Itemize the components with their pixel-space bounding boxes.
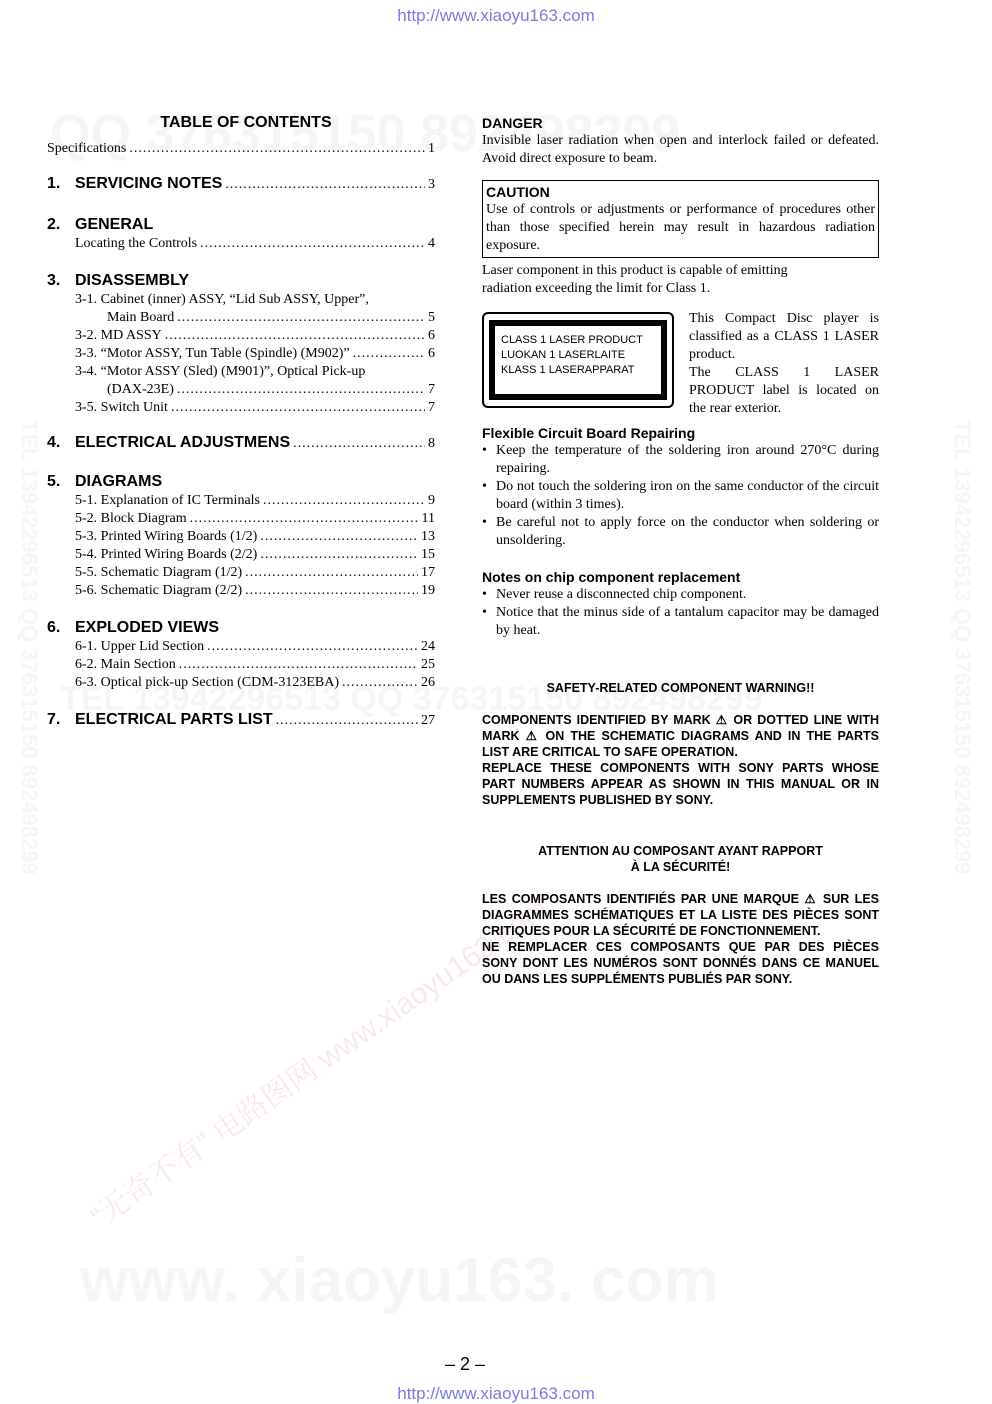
safety-warning-fr-title-1: ATTENTION AU COMPOSANT AYANT RAPPORT xyxy=(538,844,823,858)
toc-section-title: SERVICING NOTES xyxy=(75,175,223,192)
toc-leader xyxy=(177,309,425,327)
danger-text: Invisible laser radiation when open and interlock failed or defeated. Avoid direct exposure to beam. xyxy=(482,133,879,166)
flex-title: Flexible Circuit Board Repairing xyxy=(482,425,696,441)
toc-item-label: 5-6. Schematic Diagram (2/2) xyxy=(75,583,243,598)
bullet-mark: • xyxy=(482,443,487,458)
toc-row xyxy=(47,309,435,327)
toc-section-title: ELECTRICAL ADJUSTMENS xyxy=(75,434,291,451)
laser-description xyxy=(689,310,879,418)
toc-item-label: 5-3. Printed Wiring Boards (1/2) xyxy=(75,529,258,544)
safety-warning-body-1: COMPONENTS IDENTIFIED BY MARK ⚠ OR DOTTED LINE WITH MARK ⚠ ON THE SCHEMATIC DIAGRAMS AND IN THE PARTS LIST ARE CRITICAL TO SAFE OPERATION. xyxy=(482,713,879,759)
toc-row xyxy=(47,656,435,674)
watermark-url-bottom[interactable]: http://www.xiaoyu163.com xyxy=(397,1384,595,1403)
toc-leader xyxy=(260,528,418,546)
toc-leader xyxy=(190,510,419,528)
toc-item-label: 6-2. Main Section xyxy=(75,657,176,672)
bullet-mark: • xyxy=(482,587,487,602)
watermark-url-top[interactable]: http://www.xiaoyu163.com xyxy=(397,6,595,25)
toc-item-label: 5-5. Schematic Diagram (1/2) xyxy=(75,565,243,580)
toc-row xyxy=(47,582,435,600)
toc-leader xyxy=(260,546,418,564)
bullet-mark: • xyxy=(482,515,487,530)
safety-notes-column xyxy=(482,114,879,987)
toc-section-4 xyxy=(47,433,435,454)
toc-section-heading xyxy=(47,472,435,492)
toc-item-page: 19 xyxy=(421,583,435,598)
safety-warning-fr-title-2: À LA SÉCURITÉ! xyxy=(630,860,731,874)
toc-row xyxy=(47,399,435,417)
toc-item-label: 6-3. Optical pick-up Section (CDM-3123EBA) xyxy=(75,675,340,690)
toc-item-label: Specifications xyxy=(47,141,127,156)
toc-title: TABLE OF CONTENTS xyxy=(160,114,332,131)
laser-label-inner xyxy=(489,320,667,400)
watermark-diagonal: “无奇不有” 电路图网 www.xiaoyu163.com xyxy=(85,891,555,1235)
toc-row xyxy=(47,564,435,582)
laser-description-p1: This Compact Disc player is classified as a CLASS 1 LASER product. xyxy=(689,311,879,362)
toc-section-5 xyxy=(47,472,435,600)
toc-section-title: ELECTRICAL PARTS LIST xyxy=(75,711,273,728)
toc-row xyxy=(47,291,435,309)
toc-leader xyxy=(245,582,418,600)
list-item-text: Be careful not to apply force on the conductor when soldering or unsoldering. xyxy=(496,515,879,548)
toc-item-page: 4 xyxy=(428,236,435,251)
toc-item-page: 7 xyxy=(428,382,435,397)
toc-section-heading xyxy=(47,618,435,638)
toc-section-heading xyxy=(47,710,435,731)
toc-row xyxy=(47,674,435,692)
toc-item-label: 5-1. Explanation of IC Terminals xyxy=(75,493,261,508)
toc-section-heading xyxy=(47,215,435,235)
toc-item-page: 25 xyxy=(421,657,435,672)
list-item-text: Notice that the minus side of a tantalum capacitor may be damaged by heat. xyxy=(496,605,879,638)
toc-item-label: 3-2. MD ASSY xyxy=(75,328,162,343)
laser-note: Laser component in this product is capable of emitting radiation exceeding the limit for Class 1. xyxy=(482,263,788,296)
safety-warning-body-2: REPLACE THESE COMPONENTS WITH SONY PARTS WHOSE PART NUMBERS APPEAR AS SHOWN IN THIS MANUAL OR IN SUPPLEMENTS PUBLISHED BY SONY. xyxy=(482,761,879,807)
toc-row-specifications xyxy=(47,140,435,158)
toc-section-number: 7. xyxy=(47,711,61,728)
list-item xyxy=(482,604,879,640)
laser-label-line: KLASS 1 LASERAPPARAT xyxy=(501,364,635,376)
toc-item-page: 5 xyxy=(428,310,435,325)
toc-item-label: 5-2. Block Diagram xyxy=(75,511,187,526)
toc-row xyxy=(47,510,435,528)
toc-section-number: 1. xyxy=(47,175,61,192)
toc-item-page: 9 xyxy=(428,493,435,508)
class1-laser-label xyxy=(482,312,674,408)
toc-leader xyxy=(225,175,425,195)
caution-box xyxy=(482,180,879,258)
toc-row xyxy=(47,363,435,381)
list-item xyxy=(482,586,879,604)
toc-section-1 xyxy=(47,174,435,195)
toc-item-page: 6 xyxy=(428,328,435,343)
bullet-mark: • xyxy=(482,605,487,620)
toc-row xyxy=(47,381,435,399)
list-item-text: Do not touch the soldering iron on the same conductor of the circuit board (within 3 times). xyxy=(496,479,879,512)
table-of-contents xyxy=(47,114,435,731)
toc-row xyxy=(47,638,435,656)
toc-leader xyxy=(353,345,425,363)
bullet-mark: • xyxy=(482,479,487,494)
list-item xyxy=(482,514,879,550)
laser-label-line: CLASS 1 LASER PRODUCT xyxy=(501,334,643,346)
toc-section-number: 3. xyxy=(47,272,61,289)
toc-section-3 xyxy=(47,271,435,417)
toc-item-page: 7 xyxy=(428,400,435,415)
toc-item-page: 26 xyxy=(421,675,435,690)
toc-leader xyxy=(129,140,425,158)
toc-leader xyxy=(263,492,425,510)
toc-leader xyxy=(179,656,418,674)
list-item xyxy=(482,478,879,514)
toc-section-7 xyxy=(47,710,435,731)
toc-item-label: 3-3. “Motor ASSY, Tun Table (Spindle) (M902)” xyxy=(75,346,350,361)
toc-section-number: 5. xyxy=(47,473,61,490)
toc-section-2 xyxy=(47,215,435,253)
toc-row xyxy=(47,235,435,253)
toc-leader xyxy=(171,399,425,417)
toc-item-label: 3-1. Cabinet (inner) ASSY, “Lid Sub ASSY, Upper”, xyxy=(75,292,369,307)
toc-section-page: 8 xyxy=(428,436,435,451)
toc-section-6 xyxy=(47,618,435,692)
toc-item-page: 17 xyxy=(421,565,435,580)
toc-leader xyxy=(293,434,425,454)
danger-title: DANGER xyxy=(482,115,543,131)
toc-item-label: 5-4. Printed Wiring Boards (2/2) xyxy=(75,547,258,562)
caution-title: CAUTION xyxy=(486,184,550,200)
toc-leader xyxy=(200,235,425,253)
toc-section-heading xyxy=(47,271,435,291)
safety-warning-title: SAFETY-RELATED COMPONENT WARNING!! xyxy=(546,681,815,695)
page-number: – 2 – xyxy=(444,1354,486,1374)
toc-item-label: Main Board xyxy=(107,310,175,325)
toc-row xyxy=(47,492,435,510)
toc-row xyxy=(47,345,435,363)
toc-leader xyxy=(276,711,418,731)
toc-section-number: 2. xyxy=(47,216,61,233)
toc-leader xyxy=(177,381,425,399)
toc-leader xyxy=(245,564,418,582)
caution-text: Use of controls or adjustments or performance of procedures other than those specified herein may result in hazardous radiation exposure. xyxy=(486,202,875,253)
toc-section-title: GENERAL xyxy=(75,216,154,233)
toc-row xyxy=(47,528,435,546)
toc-item-page: 24 xyxy=(421,639,435,654)
toc-item-page: 13 xyxy=(421,529,435,544)
toc-section-heading xyxy=(47,174,435,195)
safety-warning-fr-body-1: LES COMPOSANTS IDENTIFIÉS PAR UNE MARQUE ⚠ SUR LES DIAGRAMMES SCHÉMATIQUES ET LA LISTE DES PIÈCES SONT CRITIQUES POUR LA SÉCURITÉ DE FONCTIONNEMENT. xyxy=(482,892,879,938)
toc-section-page: 3 xyxy=(428,177,435,192)
toc-leader xyxy=(165,327,425,345)
toc-leader xyxy=(207,638,418,656)
laser-label-line: LUOKAN 1 LASERLAITE xyxy=(501,349,626,361)
toc-item-page: 11 xyxy=(421,511,435,526)
list-item xyxy=(482,442,879,478)
safety-warning-fr-body-2: NE REMPLACER CES COMPOSANTS QUE PAR DES PIÈCES SONY DONT LES NUMÉROS SONT DONNÉS DANS CE MANUEL OU DANS LES SUPPLÉMENTS PUBLIÉS PAR SONY. xyxy=(482,940,879,986)
toc-section-heading xyxy=(47,433,435,454)
toc-row xyxy=(47,327,435,345)
watermark-big-url xyxy=(80,1245,719,1316)
chip-title: Notes on chip component replacement xyxy=(482,569,741,585)
toc-section-number: 4. xyxy=(47,434,61,451)
laser-section xyxy=(482,310,879,418)
laser-description-p2: The CLASS 1 LASER PRODUCT label is located on the rear exterior. xyxy=(689,365,879,416)
toc-section-title: DIAGRAMS xyxy=(75,473,163,490)
toc-section-page: 27 xyxy=(421,713,435,728)
toc-section-title: DISASSEMBLY xyxy=(75,272,190,289)
toc-item-label: 6-1. Upper Lid Section xyxy=(75,639,205,654)
toc-section-title: EXPLODED VIEWS xyxy=(75,619,220,636)
toc-leader xyxy=(342,674,418,692)
toc-item-label: 3-4. “Motor ASSY (Sled) (M901)”, Optical Pick-up xyxy=(75,364,366,379)
list-item-text: Never reuse a disconnected chip component. xyxy=(496,587,747,602)
toc-row xyxy=(47,546,435,564)
toc-item-page: 6 xyxy=(428,346,435,361)
toc-item-page: 15 xyxy=(421,547,435,562)
toc-item-label: Locating the Controls xyxy=(75,236,198,251)
toc-item-label: 3-5. Switch Unit xyxy=(75,400,168,415)
watermark-vertical-left xyxy=(16,420,42,875)
toc-section-number: 6. xyxy=(47,619,61,636)
list-item-text: Keep the temperature of the soldering iron around 270°C during repairing. xyxy=(496,443,879,476)
toc-item-page: 1 xyxy=(428,141,435,156)
watermark-vertical-right xyxy=(949,420,975,875)
toc-item-label: (DAX-23E) xyxy=(107,382,174,397)
